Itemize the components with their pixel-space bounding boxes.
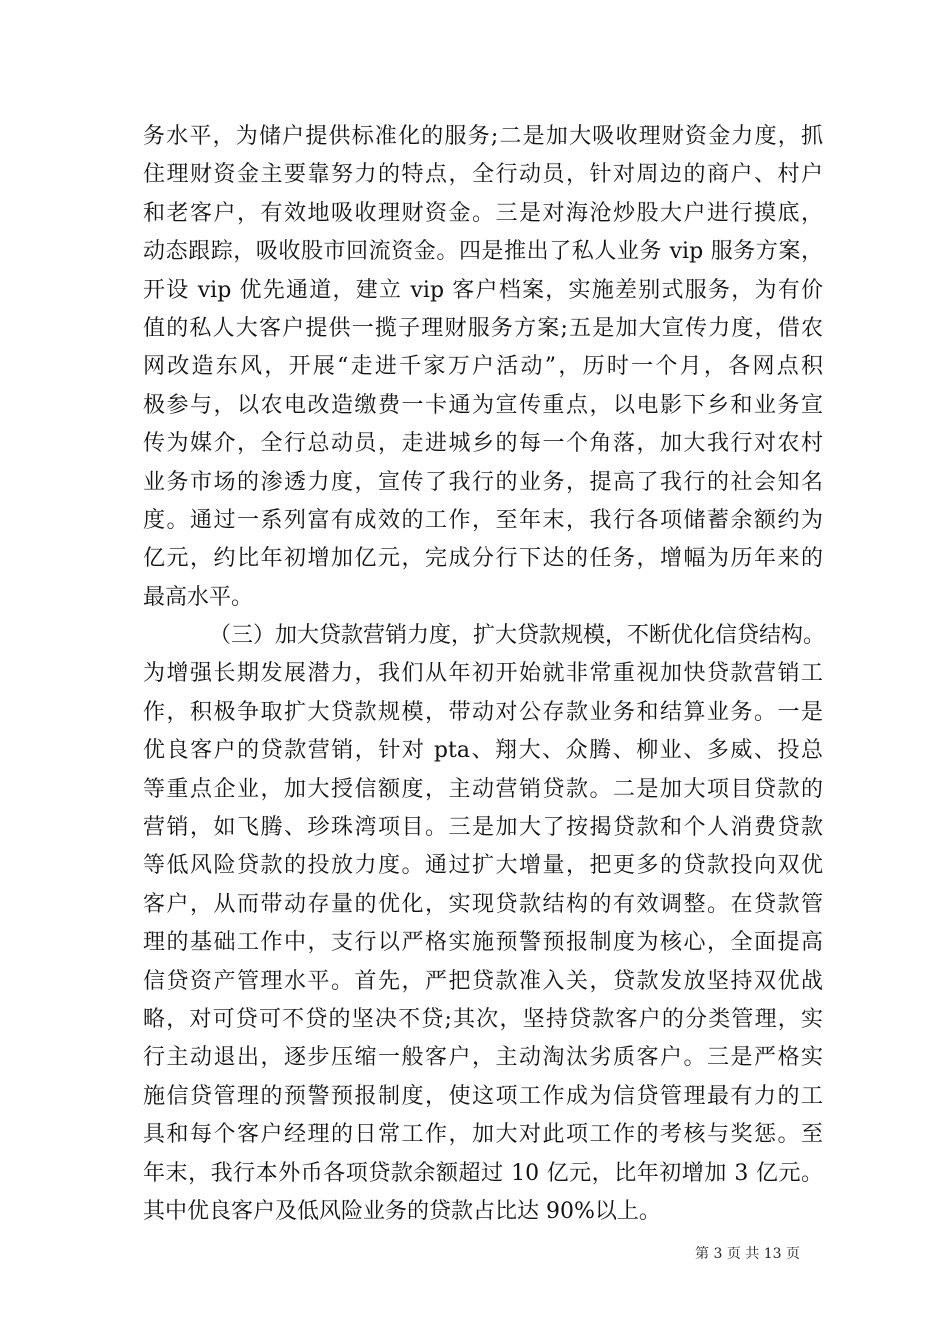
text-line: 业务市场的渗透力度，宣传了我行的业务，提高了我行的社会知名 [143,469,823,495]
text-line: 营销，如飞腾、珍珠湾项目。三是加大了按揭贷款和个人消费贷款 [143,815,823,841]
text-line: 动态跟踪，吸收股市回流资金。四是推出了私人业务 vip 服务方案， [143,239,823,265]
text-line: 等低风险贷款的投放力度。通过扩大增量，把更多的贷款投向双优 [143,853,823,879]
text-line: 具和每个客户经理的日常工作，加大对此项工作的考核与奖惩。至 [143,1122,823,1148]
text-line: 传为媒介，全行总动员，走进城乡的每一个角落，加大我行对农村 [143,431,823,457]
text-line: 最高水平。 [143,584,254,610]
text-line: 年末，我行本外币各项贷款余额超过 10 亿元，比年初增加 3 亿元。 [143,1160,823,1186]
text-line: 客户，从而带动存量的优化，实现贷款结构的有效调整。在贷款管 [143,891,823,917]
text-line: 务水平，为储户提供标准化的服务;二是加大吸收理财资金力度，抓 [143,124,823,149]
body-text [143,118,826,1231]
text-line: 度。通过一系列富有成效的工作，至年末，我行各项储蓄余额约为 [143,507,823,533]
text-line: 亿元，约比年初增加亿元，完成分行下达的任务，增幅为历年来的 [143,546,823,572]
text-line: 网改造东风，开展“走进千家万户活动”，历时一个月，各网点积 [143,354,823,380]
text-line: 为增强长期发展潜力，我们从年初开始就非常重视加快贷款营销工 [143,661,823,687]
text-line: 住理财资金主要靠努力的特点，全行动员，针对周边的商户、村户 [143,162,823,188]
text-line: 信贷资产管理水平。首先，严把贷款准入关，贷款发放坚持双优战 [143,968,823,994]
page-number-footer: 第 3 页 共 13 页 [695,1246,800,1262]
text-line: 值的私人大客户提供一揽子理财服务方案;五是加大宣传力度，借农 [143,315,823,341]
text-line: 极参与，以农电改造缴费一卡通为宣传重点，以电影下乡和业务宣 [143,392,823,418]
section-heading-line: （三）加大贷款营销力度，扩大贷款规模，不断优化信贷结构。 [209,623,826,649]
text-line: 开设 vip 优先通道，建立 vip 客户档案，实施差别式服务，为有价 [143,277,823,303]
text-line: 和老客户，有效地吸收理财资金。三是对海沧炒股大户进行摸底， [143,200,823,226]
text-line: 等重点企业，加大授信额度，主动营销贷款。二是加大项目贷款的 [143,776,823,802]
text-line: 理的基础工作中，支行以严格实施预警预报制度为核心，全面提高 [143,930,823,956]
text-line: 优良客户的贷款营销，针对 pta、翔大、众腾、柳业、多威、投总 [143,738,823,764]
text-line: 行主动退出，逐步压缩一般客户，主动淘汰劣质客户。三是严格实 [143,1045,823,1071]
text-line: 其中优良客户及低风险业务的贷款占比达 90%以上。 [143,1198,661,1224]
text-line: 施信贷管理的预警预报制度，使这项工作成为信贷管理最有力的工 [143,1083,823,1109]
text-line: 作，积极争取扩大贷款规模，带动对公存款业务和结算业务。一是 [143,699,823,725]
text-line: 略，对可贷可不贷的坚决不贷;其次，坚持贷款客户的分类管理，实 [143,1006,823,1032]
